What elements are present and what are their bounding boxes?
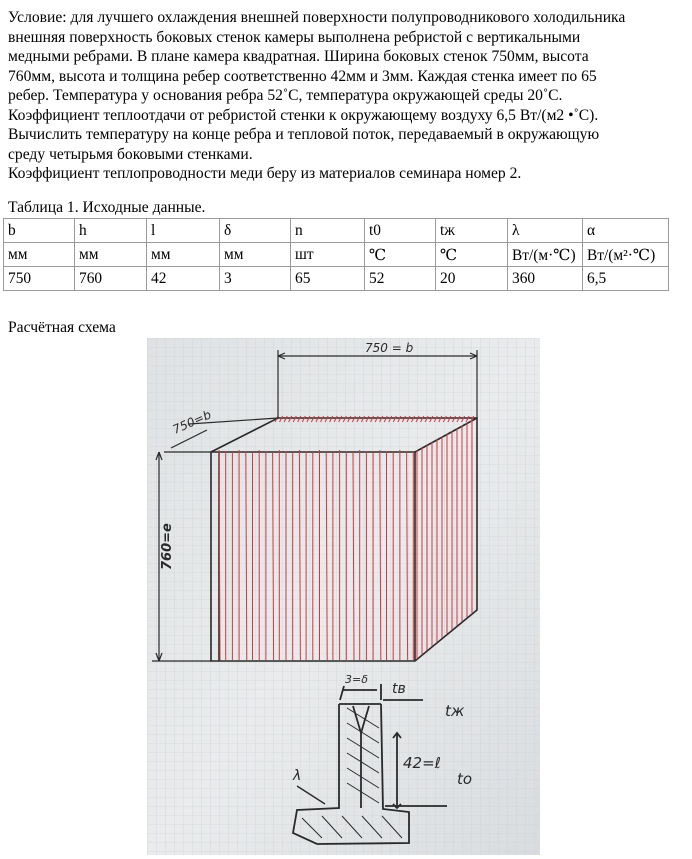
header-cell: h — [75, 219, 147, 243]
condition-line: Вычислить температуру на конце ребра и тепловой поток, передаваемый в окружающую — [8, 126, 600, 143]
header-cell: t0 — [365, 219, 436, 243]
table-values-row — [4, 267, 669, 291]
unit-cell: шт — [291, 243, 365, 267]
header-cell: b — [4, 219, 75, 243]
unit-cell: ℃ — [365, 243, 436, 267]
unit-cell: мм — [147, 243, 220, 267]
fin-height-label: 42=ℓ — [403, 754, 441, 772]
header-cell: λ — [508, 219, 583, 243]
condition-line: медными ребрами. В плане камера квадратная. Ширина боковых стенок 750мм, высота — [8, 48, 589, 65]
condition-line: Коэффициент теплопроводности меди беру из материалов семинара номер 2. — [8, 165, 522, 182]
condition-line: 760мм, высота и толщина ребер соответственно 42мм и 3мм. Каждая стенка имеет по 65 — [8, 67, 597, 85]
dim-side-label: 750=b — [170, 407, 214, 437]
value-cell: 42 — [147, 267, 220, 291]
value-cell: 65 — [291, 267, 365, 291]
scheme-title: Расчётная схема — [8, 319, 116, 336]
condition-line: Коэффициент теплоотдачи от ребристой стенки к окружающему воздуху 6,5 Вт/(м2 •˚C). — [8, 106, 599, 124]
value-cell: 20 — [436, 267, 508, 291]
unit-cell: мм — [220, 243, 291, 267]
condition-line: среду четырьмя боковыми стенками. — [8, 145, 253, 163]
value-cell: 6,5 — [583, 267, 669, 291]
header-cell: n — [291, 219, 365, 243]
value-cell: 360 — [508, 267, 583, 291]
dim-height-label: 760=e — [160, 523, 175, 570]
value-cell: 52 — [365, 267, 436, 291]
header-cell: δ — [220, 219, 291, 243]
value-cell: 3 — [220, 267, 291, 291]
lambda-label: λ — [293, 768, 302, 784]
table-units-row — [4, 243, 669, 267]
source-data-table — [3, 218, 669, 291]
unit-cell: Вт/(м²·℃) — [583, 243, 669, 267]
table-caption: Таблица 1. Исходные данные. — [8, 199, 206, 216]
unit-cell: Вт/(м·℃) — [508, 243, 583, 267]
value-cell: 750 — [4, 267, 75, 291]
condition-text — [8, 8, 684, 184]
sketch-photo — [147, 338, 540, 855]
condition-line: внешняя поверхность боковых стенок камеры выполнена ребристой с вертикальными — [8, 28, 581, 46]
condition-line: ребер. Температура у основания ребра 52˚C, температура окружающей среды 20˚C. — [8, 87, 563, 104]
fin-thickness-label: 3=δ — [345, 673, 368, 686]
dim-top-label: 750 = b — [365, 341, 414, 355]
condition-line: Условие: для лучшего охлаждения внешней поверхности полупроводникового холодильника — [8, 9, 626, 26]
table-header-row — [4, 219, 669, 243]
ambient-temp-label: tж — [445, 702, 465, 720]
header-cell: α — [583, 219, 669, 243]
header-cell: l — [147, 219, 220, 243]
value-cell: 760 — [75, 267, 147, 291]
unit-cell: мм — [75, 243, 147, 267]
base-temp-label: tо — [457, 770, 473, 788]
unit-cell: мм — [4, 243, 75, 267]
header-cell: tж — [436, 219, 508, 243]
fin-tip-temp-label: tв — [392, 681, 406, 697]
unit-cell: ℃ — [436, 243, 508, 267]
